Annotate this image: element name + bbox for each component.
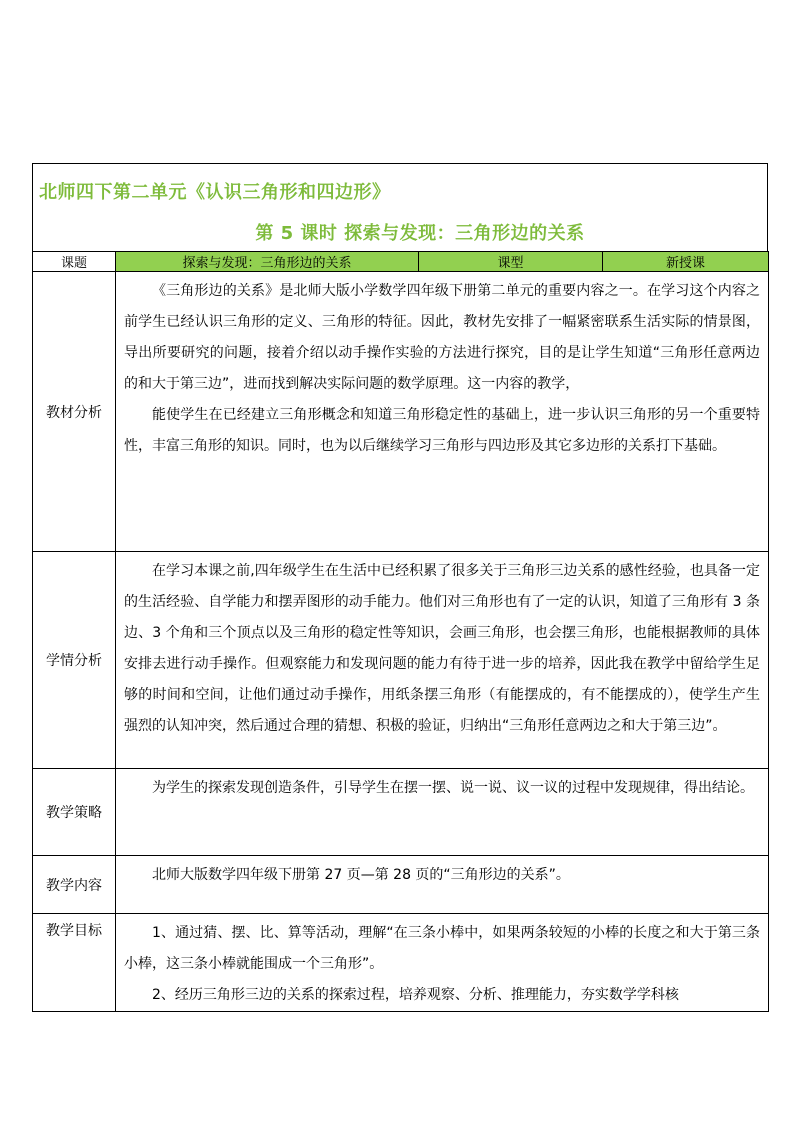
students-row — [33, 552, 769, 769]
title-box — [32, 163, 768, 251]
content-row — [33, 856, 769, 914]
goals-label: 教学目标 — [33, 914, 116, 1012]
goals-paragraph-2: 2、经历三角形三边的关系的探索过程，培养观察、分析、推理能力，夯实数学学科核 — [152, 987, 679, 1003]
goals-paragraph-1: 1、通过猜、摆、比、算等活动，理解“在三条小棒中，如果两条较短的小棒的长度之和大于第三条小棒，这三条小棒就能围成一个三角形”。 — [124, 925, 761, 972]
students-paragraph-1: 在学习本课之前,四年级学生在生活中已经积累了很多关于三角形三边关系的感性经验，也具备一定的生活经验、自学能力和摆弄图形的动手能力。他们对三角形也有了一定的认识，知道了三角形有 3 条边、3 个角和三个顶点以及三角形的稳定性等知识，会画三角形，也会摆三角形，也能根据教师的具体安排去进行动手操作。但观察能力和发现问题的能力有待于进一步的培养，因此我在教学中留给学生足够的时间和空间，让他们通过动手操作，用纸条摆三角形（有能摆成的，有不能摆成的），使学生产生强烈的认知冲突，然后通过合理的猜想、积极的验证，归纳出“三角形任意两边之和大于第三边”。 — [124, 563, 761, 734]
strategy-paragraph-1: 为学生的探索发现创造条件，引导学生在摆一摆、说一说、议一议的过程中发现规律，得出结论。 — [152, 780, 754, 796]
goals-content — [116, 914, 769, 1012]
type-value: 新授课 — [603, 252, 769, 272]
goals-row — [33, 914, 769, 1012]
material-content — [116, 272, 769, 552]
topic-value: 探索与发现：三角形边的关系 — [116, 252, 419, 272]
material-label: 教材分析 — [33, 272, 116, 552]
lesson-plan-table — [32, 251, 769, 1012]
unit-title: 北师四下第二单元《认识三角形和四边形》 — [39, 182, 391, 203]
students-label: 学情分析 — [33, 552, 116, 769]
type-label: 课型 — [419, 252, 603, 272]
lesson-title: 第 5 课时 探索与发现：三角形边的关系 — [255, 223, 585, 244]
material-row — [33, 272, 769, 552]
content-label: 教学内容 — [33, 856, 116, 914]
material-paragraph-2: 能使学生在已经建立三角形概念和知道三角形稳定性的基础上，进一步认识三角形的另一个重要特性，丰富三角形的知识。同时，也为以后继续学习三角形与四边形及其它多边形的关系打下基础。 — [124, 407, 761, 454]
students-content — [116, 552, 769, 769]
strategy-content — [116, 769, 769, 856]
content-paragraph-1: 北师大版数学四年级下册第 27 页—第 28 页的“三角形边的关系”。 — [152, 867, 570, 883]
material-paragraph-1: 《三角形边的关系》是北师大版小学数学四年级下册第二单元的重要内容之一。在学习这个内容之前学生已经认识三角形的定义、三角形的特征。因此，教材先安排了一幅紧密联系生活实际的情景图，导出所要研究的问题，接着介绍以动手操作实验的方法进行探究，目的是让学生知道“三角形任意两边的和大于第三边”，进而找到解决实际问题的数学原理。这一内容的教学， — [124, 283, 761, 392]
topic-label: 课题 — [33, 252, 116, 272]
strategy-label: 教学策略 — [33, 769, 116, 856]
content-content — [116, 856, 769, 914]
lesson-plan-sheet — [32, 163, 768, 1012]
info-row — [33, 252, 769, 272]
strategy-row — [33, 769, 769, 856]
